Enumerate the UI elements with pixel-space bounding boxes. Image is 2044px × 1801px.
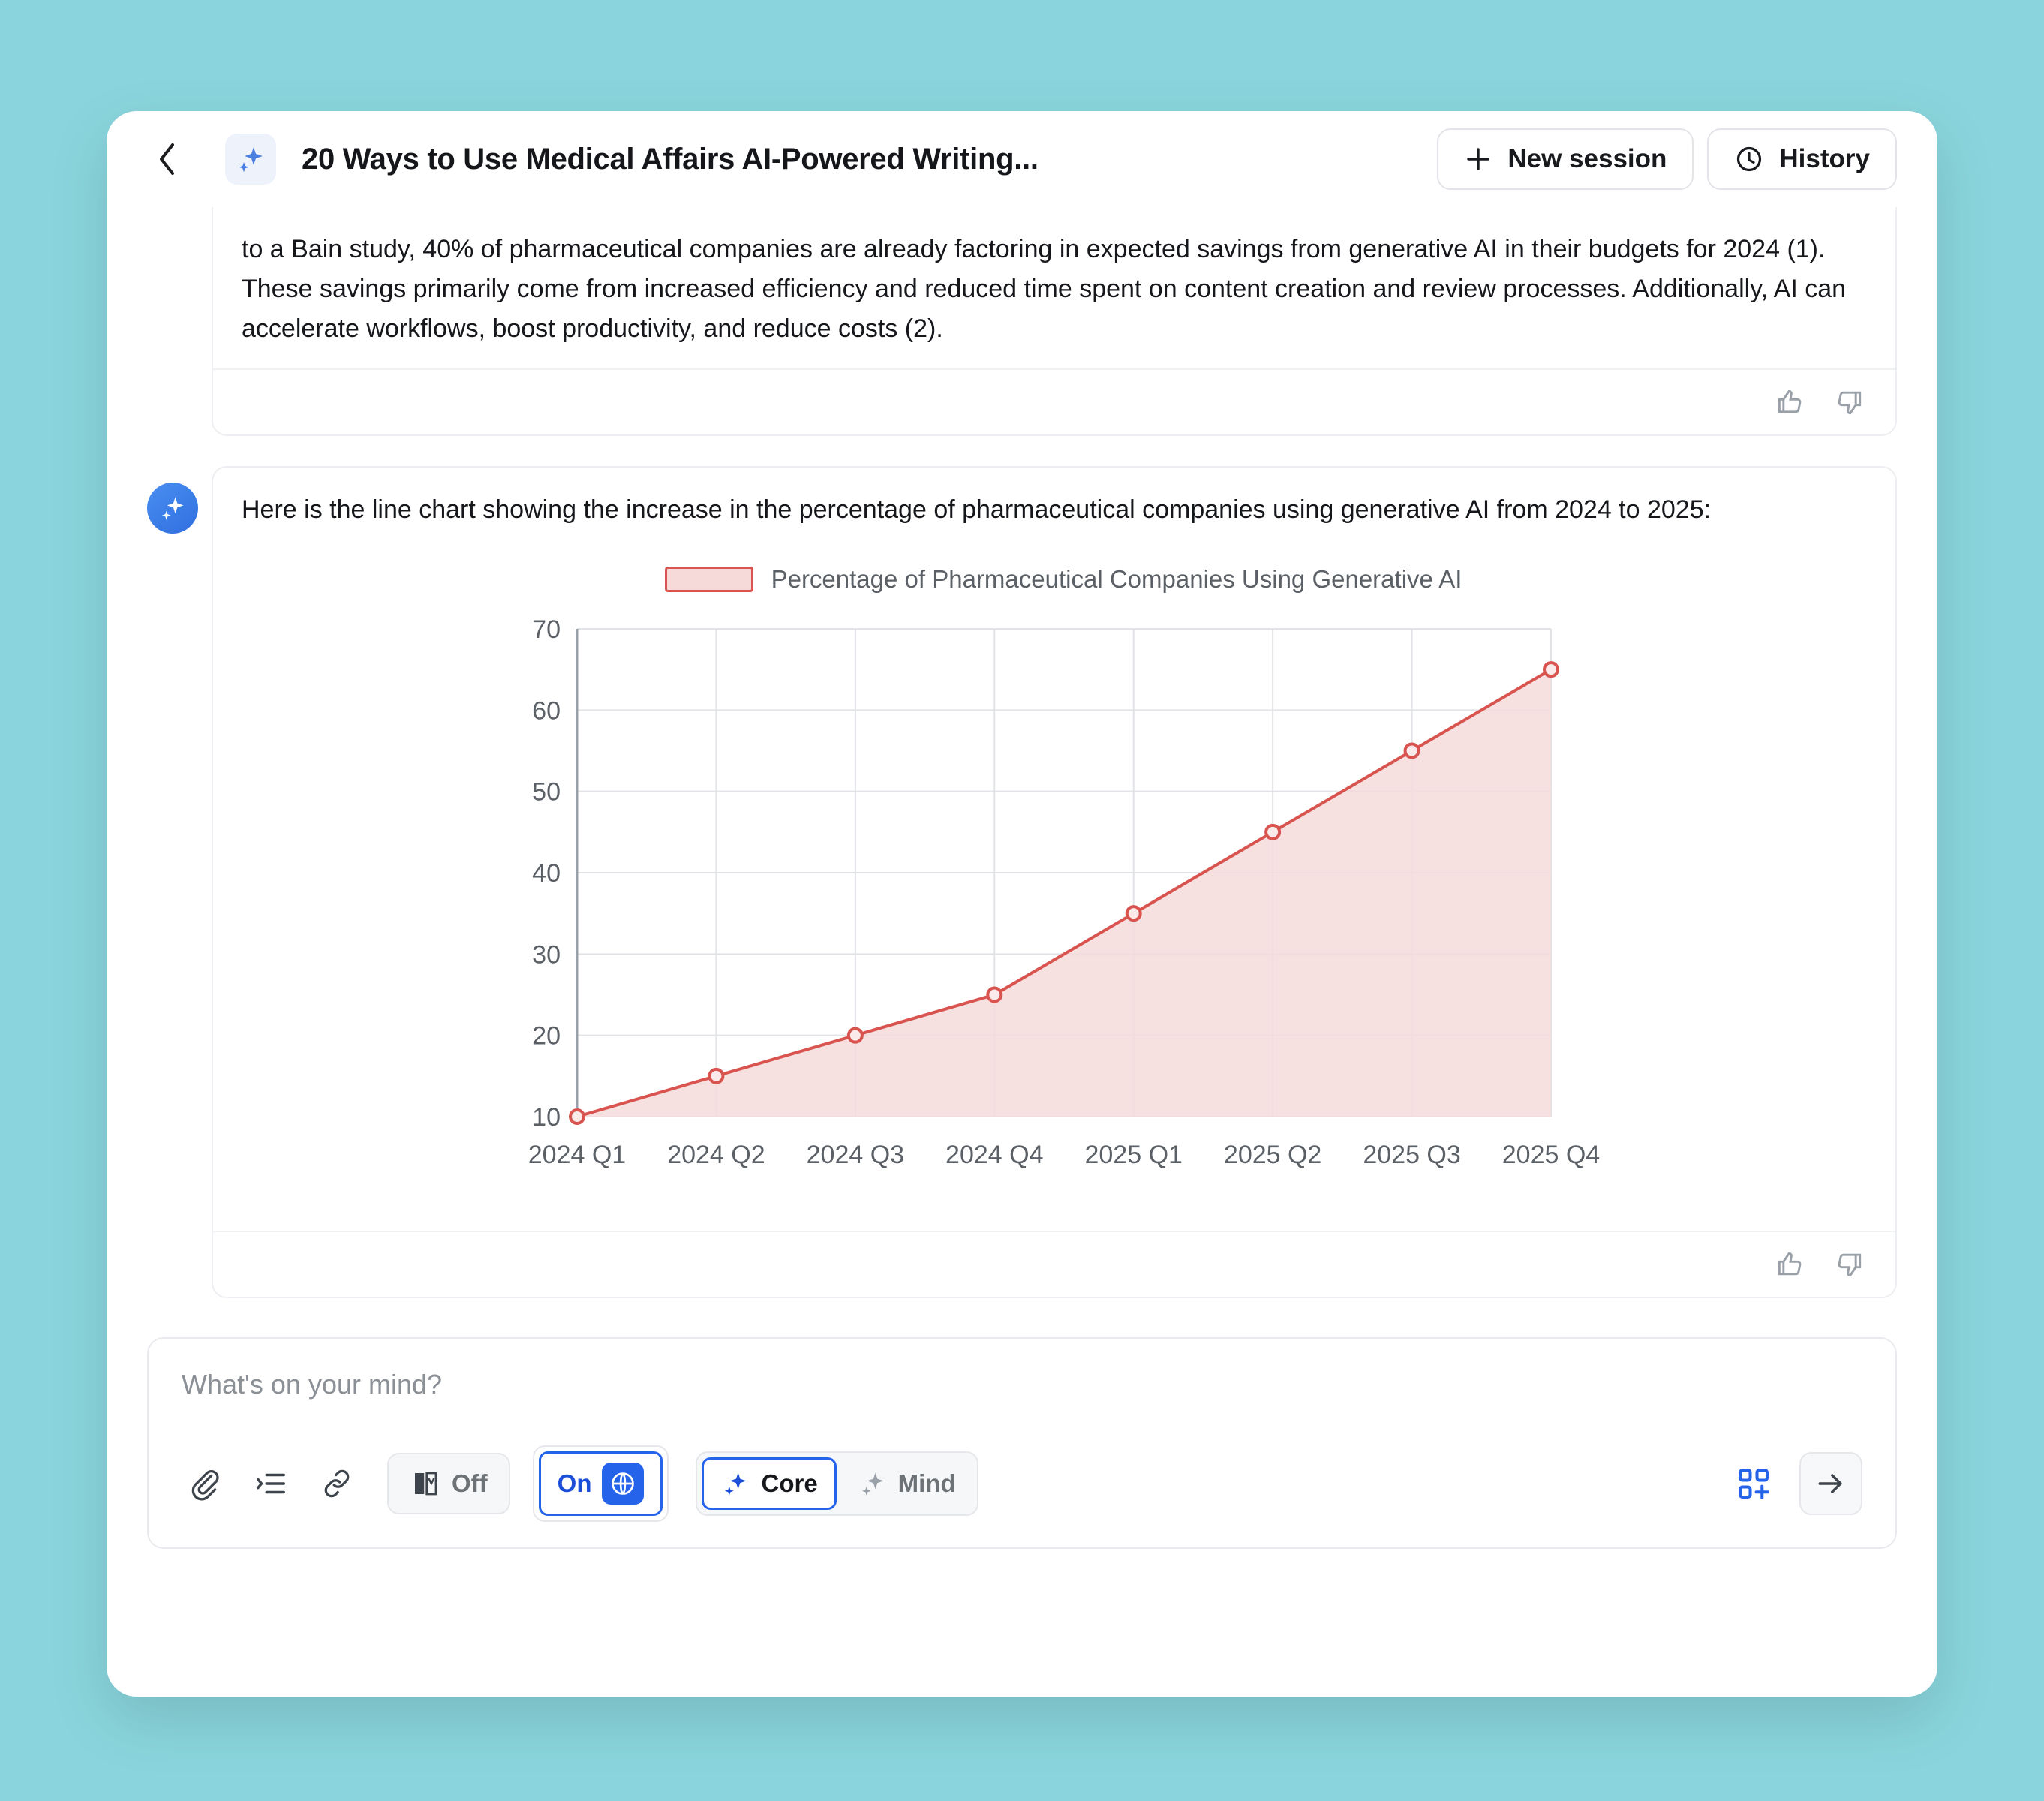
globe-icon xyxy=(602,1463,644,1505)
svg-text:2025 Q4: 2025 Q4 xyxy=(1501,1140,1601,1169)
thumbs-up-icon[interactable] xyxy=(1774,1248,1807,1281)
new-session-label: New session xyxy=(1507,144,1667,173)
add-apps-icon[interactable] xyxy=(1733,1463,1774,1504)
thumbs-down-icon[interactable] xyxy=(1832,386,1865,419)
mode-core-label: Core xyxy=(761,1469,818,1497)
mode-toggle-group[interactable] xyxy=(696,1451,978,1516)
legend-swatch xyxy=(665,567,753,592)
sparkle-icon xyxy=(720,1469,750,1499)
message-feedback-bar xyxy=(213,1231,1895,1297)
conversation xyxy=(107,207,1937,1298)
svg-text:2025 Q1: 2025 Q1 xyxy=(1084,1140,1183,1169)
chevron-left-icon xyxy=(156,142,179,176)
svg-text:2025 Q2: 2025 Q2 xyxy=(1223,1140,1322,1169)
assistant-avatar xyxy=(147,483,198,534)
thumbs-up-icon[interactable] xyxy=(1774,386,1807,419)
svg-text:2024 Q4: 2024 Q4 xyxy=(945,1140,1044,1169)
web-toggle-label: On xyxy=(557,1469,592,1497)
composer-actions xyxy=(1733,1452,1862,1515)
message-feedback-bar xyxy=(213,368,1895,434)
history-button[interactable] xyxy=(1707,128,1897,190)
reader-toggle-label: Off xyxy=(452,1469,488,1497)
app-icon xyxy=(225,134,276,185)
mode-mind-label: Mind xyxy=(897,1469,956,1497)
message-row xyxy=(147,466,1897,1298)
web-toggle-group[interactable] xyxy=(533,1445,669,1522)
back-button[interactable] xyxy=(147,139,188,179)
plus-icon xyxy=(1464,145,1492,173)
sparkle-icon xyxy=(158,493,188,523)
composer-toolbar xyxy=(182,1445,1862,1522)
clock-icon xyxy=(1734,144,1764,174)
send-button[interactable] xyxy=(1799,1452,1862,1515)
link-button[interactable] xyxy=(314,1460,360,1507)
new-session-button[interactable] xyxy=(1437,128,1694,190)
mode-core[interactable] xyxy=(702,1457,836,1510)
sparkle-icon xyxy=(858,1469,888,1499)
message-text-container xyxy=(213,468,1895,1231)
attach-file-button[interactable] xyxy=(182,1460,228,1507)
svg-text:70: 70 xyxy=(532,615,561,644)
page-title: 20 Ways to Use Medical Affairs AI-Powered Writing... xyxy=(302,142,1039,176)
reader-toggle-off[interactable] xyxy=(393,1459,504,1508)
app-header xyxy=(107,111,1937,207)
assistant-message xyxy=(212,466,1897,1298)
message-input[interactable]: What's on your mind? xyxy=(182,1368,443,1400)
svg-text:20: 20 xyxy=(532,1021,561,1051)
chart-container xyxy=(242,560,1867,1204)
message-text: to a Bain study, 40% of pharmaceutical companies are already factoring in expected savings from generative AI in their budgets for 2024 (1). These savings primarily come from increased efficiency and reduced time spent on content creation and review processes. Additionally, AI can accelerate workflows, boost productivity, and reduce costs (2). xyxy=(242,235,1847,344)
svg-text:2024 Q3: 2024 Q3 xyxy=(806,1140,905,1169)
svg-text:60: 60 xyxy=(532,696,561,725)
arrow-right-icon xyxy=(1814,1467,1847,1500)
svg-text:2024 Q2: 2024 Q2 xyxy=(667,1140,765,1169)
reader-toggle-group[interactable] xyxy=(387,1453,510,1514)
outline-button[interactable] xyxy=(248,1460,294,1507)
svg-text:10: 10 xyxy=(532,1102,561,1132)
mode-mind[interactable] xyxy=(841,1460,972,1508)
message-text: Here is the line chart showing the increase in the percentage of pharmaceutical companies using generative AI from 2024 to 2025: xyxy=(242,495,1712,525)
chart-legend xyxy=(260,560,1867,598)
svg-text:40: 40 xyxy=(532,858,561,888)
web-toggle-on[interactable] xyxy=(539,1451,663,1516)
sparkle-icon xyxy=(234,143,267,176)
thumbs-down-icon[interactable] xyxy=(1832,1248,1865,1281)
assistant-message xyxy=(212,207,1897,436)
message-text-container xyxy=(213,207,1895,368)
line-chart xyxy=(516,612,1611,1205)
history-label: History xyxy=(1779,144,1870,173)
header-actions xyxy=(1437,128,1897,190)
svg-text:2024 Q1: 2024 Q1 xyxy=(528,1140,627,1169)
svg-text:50: 50 xyxy=(532,777,561,807)
app-window xyxy=(107,111,1937,1697)
book-icon xyxy=(410,1468,441,1499)
message-row xyxy=(147,207,1897,436)
avatar-slot xyxy=(147,466,212,534)
svg-text:30: 30 xyxy=(532,940,561,969)
composer[interactable] xyxy=(147,1337,1897,1549)
legend-label: Percentage of Pharmaceutical Companies Using Generative AI xyxy=(771,565,1462,594)
svg-text:2025 Q3: 2025 Q3 xyxy=(1363,1140,1461,1169)
